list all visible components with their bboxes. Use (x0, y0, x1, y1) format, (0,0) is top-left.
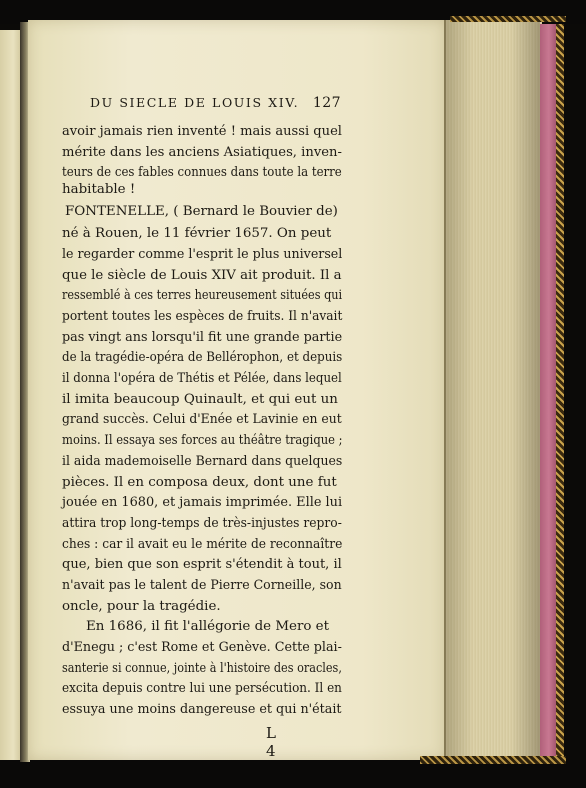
text-line: pièces. Il en composa deux, dont une fut (62, 475, 337, 490)
running-head (90, 95, 342, 111)
text-line: santerie si connue, jointe à l'histoire des oracles, (62, 661, 342, 676)
text-line: jouée en 1680, et jamais imprimée. Elle lui (62, 495, 343, 510)
text-line: avoir jamais rien inventé ! mais aussi quel (62, 124, 342, 139)
text-line: FONTENELLE, ( Bernard le Bouvier de) (65, 204, 338, 219)
text-line: attira trop long-temps de très-injustes repro- (62, 516, 342, 531)
text-line: ches : car il avait eu le mérite de reconnaître (62, 537, 343, 552)
text-line: il donna l'opéra de Thétis et Pélée, dans lequel (62, 371, 342, 386)
text-line: de la tragédie-opéra de Bellérophon, et depuis (62, 350, 343, 365)
text-line: que, bien que son esprit s'étendit à tout, il (62, 557, 342, 572)
page-edges-shadow (444, 20, 540, 758)
text-line: grand succès. Celui d'Enée et Lavinie en eut (62, 412, 342, 427)
cover-gilt-border (556, 24, 564, 764)
text-line: ressemblé à ces terres heureusement situées qui (62, 288, 343, 303)
text-line: il imita beaucoup Quinault, et qui eut un (62, 392, 338, 407)
running-head-title: DU SIECLE DE LOUIS XIV. (90, 95, 300, 110)
text-line: pas vingt ans lorsqu'il fit une grande partie (62, 330, 343, 345)
text-line: teurs de ces fables connues dans toute la terre (62, 165, 342, 180)
text-line: portent toutes les espèces de fruits. Il n'avait (62, 309, 343, 324)
text-line: né à Rouen, le 11 février 1657. On peut (62, 226, 332, 241)
text-line: essuya une moins dangereuse et qui n'était (62, 702, 342, 717)
text-line: habitable ! (62, 182, 136, 197)
text-line: le regarder comme l'esprit le plus universel (62, 247, 343, 262)
text-line: d'Enegu ; c'est Rome et Genève. Cette plai- (62, 640, 342, 655)
bottom-gilt-border (420, 756, 566, 764)
top-gilt-border (450, 16, 566, 22)
text-line: mérite dans les anciens Asiatiques, inven- (62, 145, 342, 160)
text-line: oncle, pour la tragédie. (62, 599, 221, 614)
text-line: En 1686, il fit l'allégorie de Mero et (86, 619, 329, 634)
text-line: n'avait pas le talent de Pierre Corneille, son (62, 578, 342, 593)
text-line: excita depuis contre lui une persécution. Il en (62, 681, 342, 696)
signature-mark: L 4 (266, 724, 279, 760)
page-number: 127 (312, 95, 342, 111)
background-bottom (0, 760, 586, 788)
text-line: il aida mademoiselle Bernard dans quelques (62, 454, 343, 469)
text-line: que le siècle de Louis XIV ait produit. Il a (62, 268, 342, 283)
text-line: moins. Il essaya ses forces au théâtre tragique ; (62, 433, 343, 448)
